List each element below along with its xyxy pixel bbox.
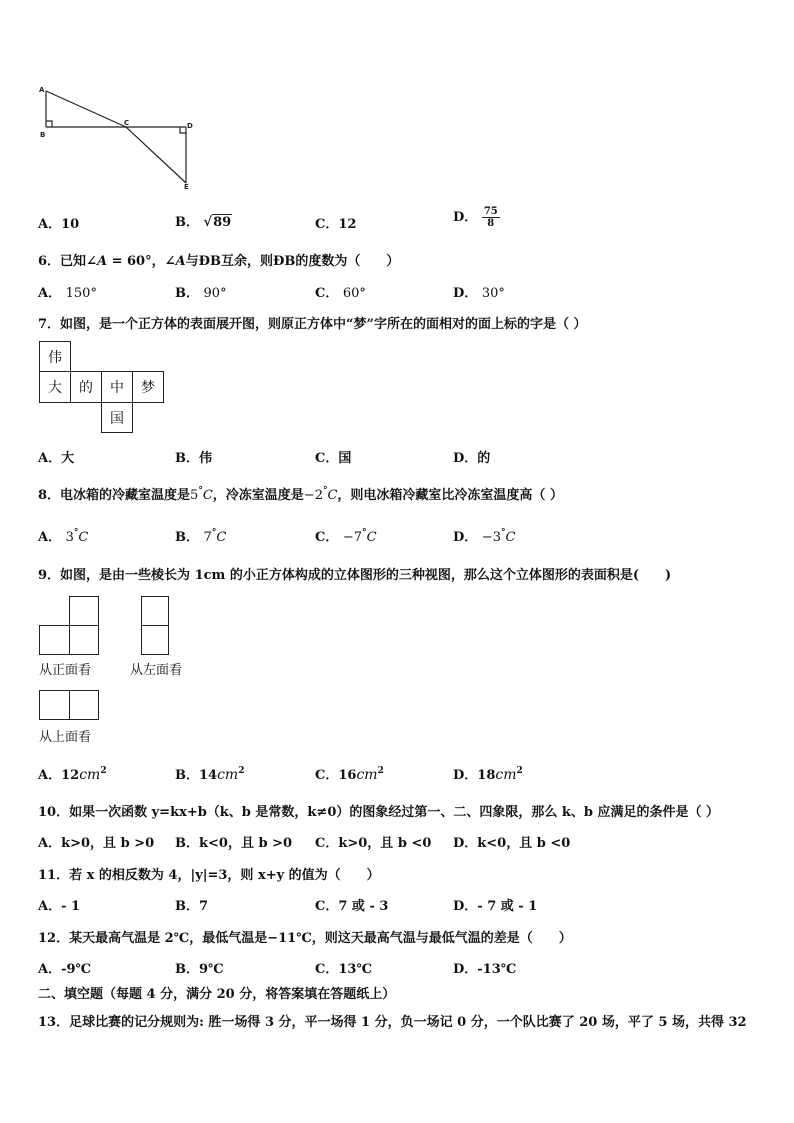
q6-stem: 6．已知∠A = 60°，∠A与ÐB互余，则ÐB的度数为（ ）: [38, 254, 400, 269]
front-view-square: [39, 625, 70, 655]
right-angle-b: [46, 121, 52, 127]
label-e: E: [184, 183, 189, 191]
front-view-square: [69, 596, 99, 626]
q9-option-d[interactable]: D．$18cm^2$: [453, 766, 523, 783]
section-heading: 二、填空题（每题 4 分，满分 20 分，将答案填在答题纸上）: [38, 987, 396, 1002]
net-cell-1: 大: [39, 371, 71, 403]
q11-option-c[interactable]: C．7 或 - 3: [315, 899, 389, 914]
net-cell-4: 梦: [132, 371, 164, 403]
q10-option-c[interactable]: C．k>0，且 b <0: [315, 836, 432, 851]
q8-option-d[interactable]: D． −3°C: [453, 528, 516, 545]
q11-option-b[interactable]: B．7: [175, 899, 209, 914]
net-cell-2: 的: [70, 371, 102, 403]
front-view-square: [69, 625, 99, 655]
q12-option-b[interactable]: B．9℃: [175, 962, 224, 977]
q8-stem: 8．电冰箱的冷藏室温度是5°C，冷冻室温度是−2°C，则电冰箱冷藏室比冷冻室温度高（ ）: [38, 486, 563, 503]
q5-option-d[interactable]: D． $\frac{75}{8}$: [453, 206, 498, 229]
q10-option-b[interactable]: B．k<0，且 b >0: [175, 836, 293, 851]
q12-option-d[interactable]: D．-13℃: [453, 962, 517, 977]
q5-option-c[interactable]: C．12: [315, 217, 357, 232]
q6-option-d[interactable]: D． 30°: [453, 286, 505, 301]
q11-option-d[interactable]: D．- 7 或 - 1: [453, 899, 538, 914]
top-view-square: [69, 690, 99, 720]
q12-option-c[interactable]: C．13℃: [315, 962, 373, 977]
segment-ac: [46, 91, 126, 127]
label-d: D: [187, 122, 193, 130]
geometry-figure: [36, 84, 206, 194]
left-view-square: [141, 625, 169, 655]
q10-stem: 10．如果一次函数 y=kx+b（k、b 是常数，k≠0）的图象经过第一、二、四象限，那么 k、b 应满足的条件是（ ）: [38, 805, 720, 820]
label-b: B: [40, 131, 46, 139]
q7-option-b[interactable]: B．伟: [175, 451, 213, 466]
top-view-square: [39, 690, 70, 720]
net-cell-bottom: 国: [101, 402, 133, 433]
q6-option-c[interactable]: C． 60°: [315, 286, 366, 301]
q7-option-a[interactable]: A．大: [38, 451, 75, 466]
top-view-label: 从上面看: [39, 730, 92, 745]
front-view-label: 从正面看: [39, 663, 92, 678]
q9-option-a[interactable]: A．$12cm^2$: [38, 766, 107, 783]
q13-stem: 13．足球比赛的记分规则为: 胜一场得 3 分，平一场得 1 分，负一场记 0 分，一个队比赛了 20 场，平了 5 场，共得 32: [38, 1015, 747, 1030]
q7-stem: 7．如图，是一个正方体的表面展开图，则原正方体中“梦”字所在的面相对的面上标的字是（ ）: [38, 317, 587, 332]
net-cell-3: 中: [101, 371, 133, 403]
q6-option-b[interactable]: B． 90°: [175, 286, 227, 301]
q11-option-a[interactable]: A．- 1: [38, 899, 81, 914]
q11-stem: 11．若 x 的相反数为 4，|y|=3，则 x+y 的值为（ ）: [38, 868, 380, 883]
q8-option-c[interactable]: C． −7°C: [315, 528, 377, 545]
q5-option-a[interactable]: A．10: [38, 217, 80, 232]
q10-option-a[interactable]: A．k>0，且 b >0: [38, 836, 155, 851]
q5-option-b[interactable]: B． √89: [175, 215, 232, 230]
q12-option-a[interactable]: A．-9℃: [38, 962, 92, 977]
net-cell-top: 伟: [39, 341, 71, 372]
segment-ce: [126, 127, 186, 183]
right-angle-d: [180, 127, 186, 133]
left-view-square: [141, 596, 169, 626]
q9-stem: 9．如图，是由一些棱长为 1cm 的小正方体构成的立体图形的三种视图，那么这个立体图形的表面积是( ): [38, 568, 672, 583]
q9-option-b[interactable]: B．$14cm^2$: [175, 766, 245, 783]
sqrt-symbol: √89: [203, 215, 232, 230]
q7-option-d[interactable]: D．的: [453, 451, 491, 466]
q7-option-c[interactable]: C．国: [315, 451, 352, 466]
q10-option-d[interactable]: D．k<0，且 b <0: [453, 836, 571, 851]
label-c: C: [124, 119, 130, 127]
q9-option-c[interactable]: C．$16cm^2$: [315, 766, 384, 783]
q6-option-a[interactable]: A． 150°: [38, 286, 97, 301]
q12-stem: 12．某天最高气温是 2℃，最低气温是−11℃，则这天最高气温与最低气温的差是（ ）: [38, 931, 572, 946]
label-a: A: [39, 86, 45, 94]
q8-option-b[interactable]: B． 7°C: [175, 528, 227, 545]
q8-option-a[interactable]: A． 3°C: [38, 528, 89, 545]
left-view-label: 从左面看: [130, 663, 183, 678]
fraction: $\frac{75}{8}$: [483, 206, 498, 229]
